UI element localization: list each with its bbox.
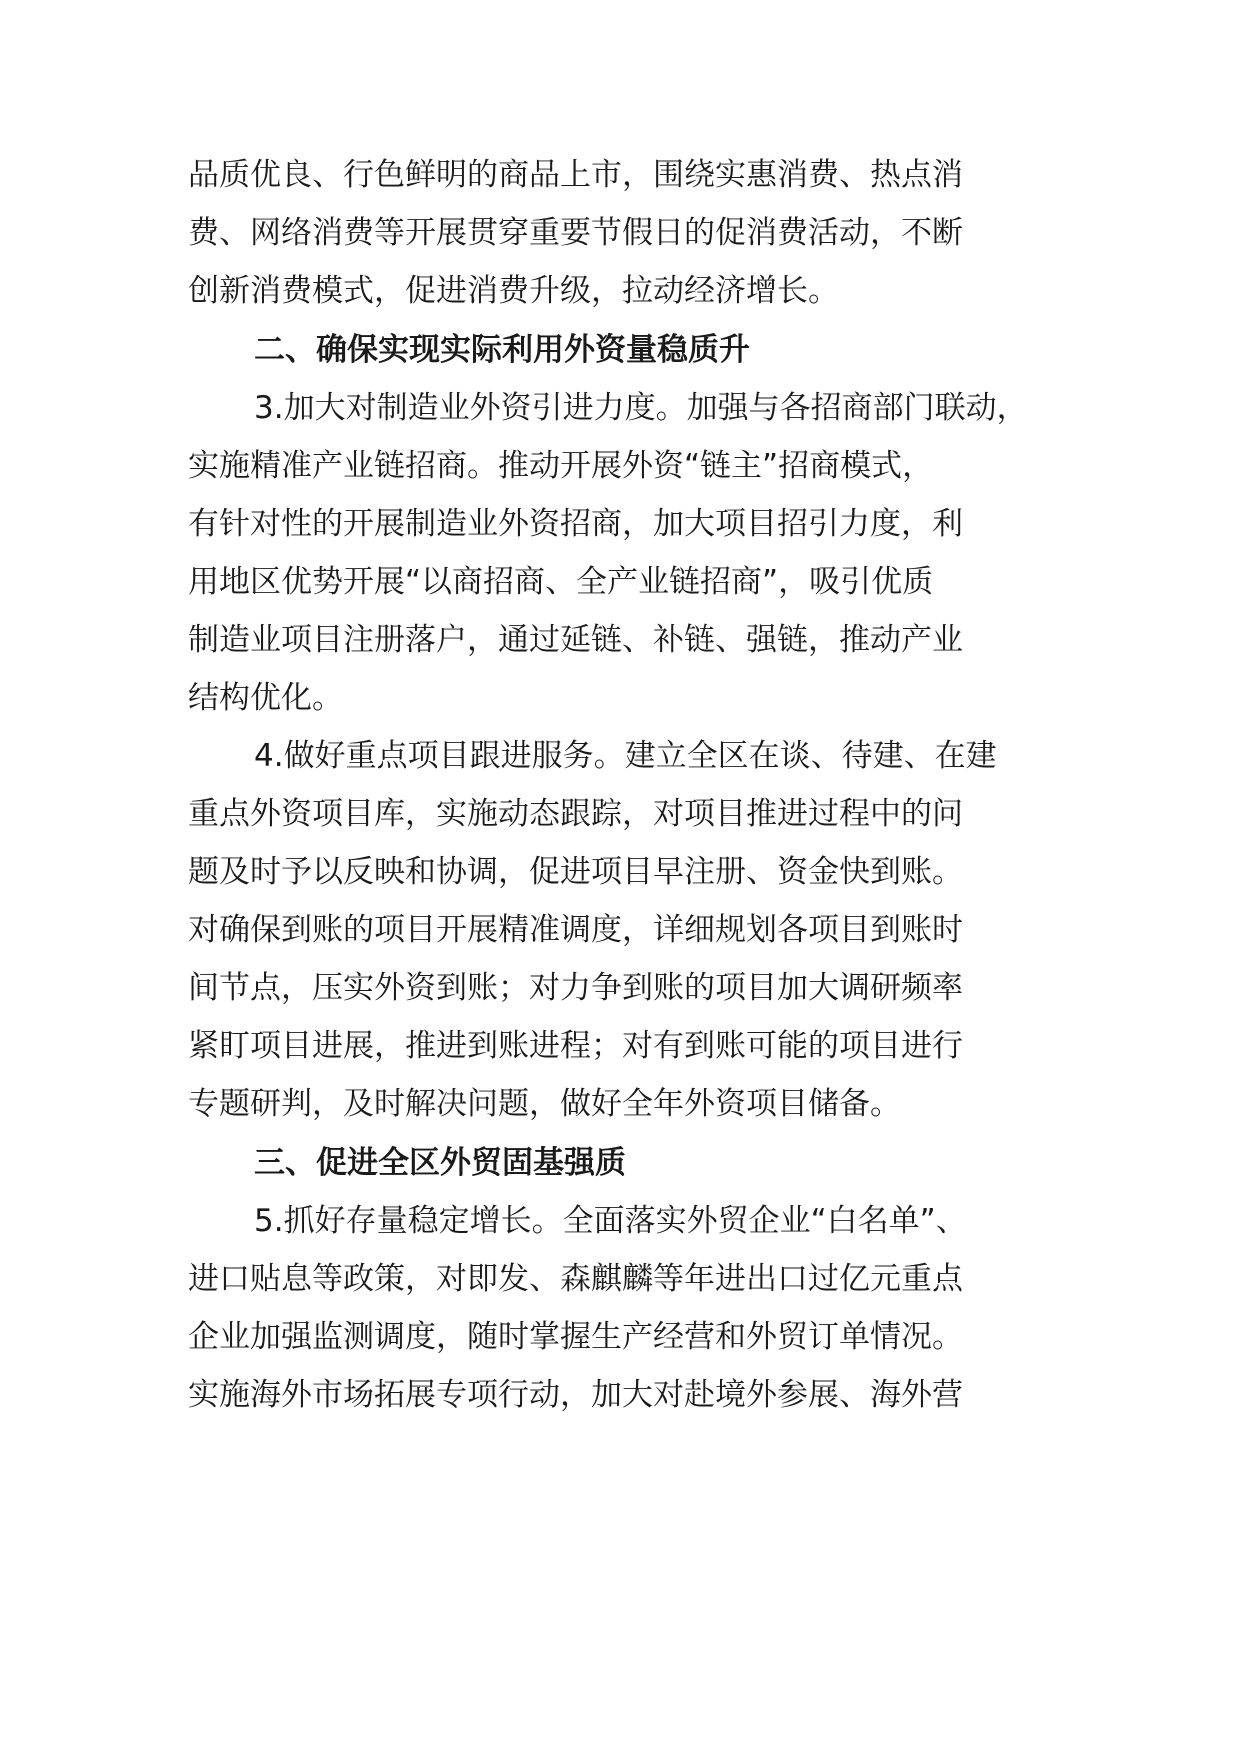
text-line: 紧盯项目进展，推进到账进程；对有到账可能的项目进行	[188, 1028, 963, 1064]
text-line: 专题研判，及时解决问题，做好全年外资项目储备。	[188, 1086, 901, 1122]
text-line: 重点外资项目库，实施动态跟踪，对项目推进过程中的问	[188, 796, 963, 832]
text-line: 有针对性的开展制造业外资招商，加大项目招引力度，利	[188, 506, 963, 542]
text-line: 结构优化。	[188, 680, 343, 716]
text-line: 对确保到账的项目开展精准调度，详细规划各项目到账时	[188, 912, 963, 948]
text-line: 企业加强监测调度，随时掌握生产经营和外贸订单情况。	[188, 1319, 963, 1355]
text-line: 用地区优势开展“以商招商、全产业链招商”，吸引优质	[188, 564, 934, 600]
text-line: 间节点，压实外资到账；对力争到账的项目加大调研频率	[188, 970, 963, 1006]
text-line: 品质优良、行色鲜明的商品上市，围绕实惠消费、热点消	[188, 157, 963, 193]
text-line: 5.抓好存量稳定增长。全面落实外贸企业“白名单”、	[254, 1203, 967, 1239]
section-heading: 三、促进全区外贸固基强质	[254, 1145, 626, 1181]
section-heading: 二、确保实现实际利用外资量稳质升	[254, 332, 750, 368]
text-line: 4.做好重点项目跟进服务。建立全区在谈、待建、在建	[254, 738, 997, 774]
text-line: 实施海外市场拓展专项行动，加大对赴境外参展、海外营	[188, 1377, 963, 1413]
text-line: 制造业项目注册落户，通过延链、补链、强链，推动产业	[188, 622, 963, 658]
text-line: 实施精准产业链招商。推动开展外资“链主”招商模式，	[188, 448, 934, 484]
text-line: 费、网络消费等开展贯穿重要节假日的促消费活动，不断	[188, 215, 963, 251]
text-line: 进口贴息等政策，对即发、森麒麟等年进出口过亿元重点	[188, 1261, 963, 1297]
text-line: 3.加大对制造业外资引进力度。加强与各招商部门联动，	[254, 390, 1028, 426]
text-line: 题及时予以反映和协调，促进项目早注册、资金快到账。	[188, 854, 963, 890]
text-line: 创新消费模式，促进消费升级，拉动经济增长。	[188, 273, 839, 309]
